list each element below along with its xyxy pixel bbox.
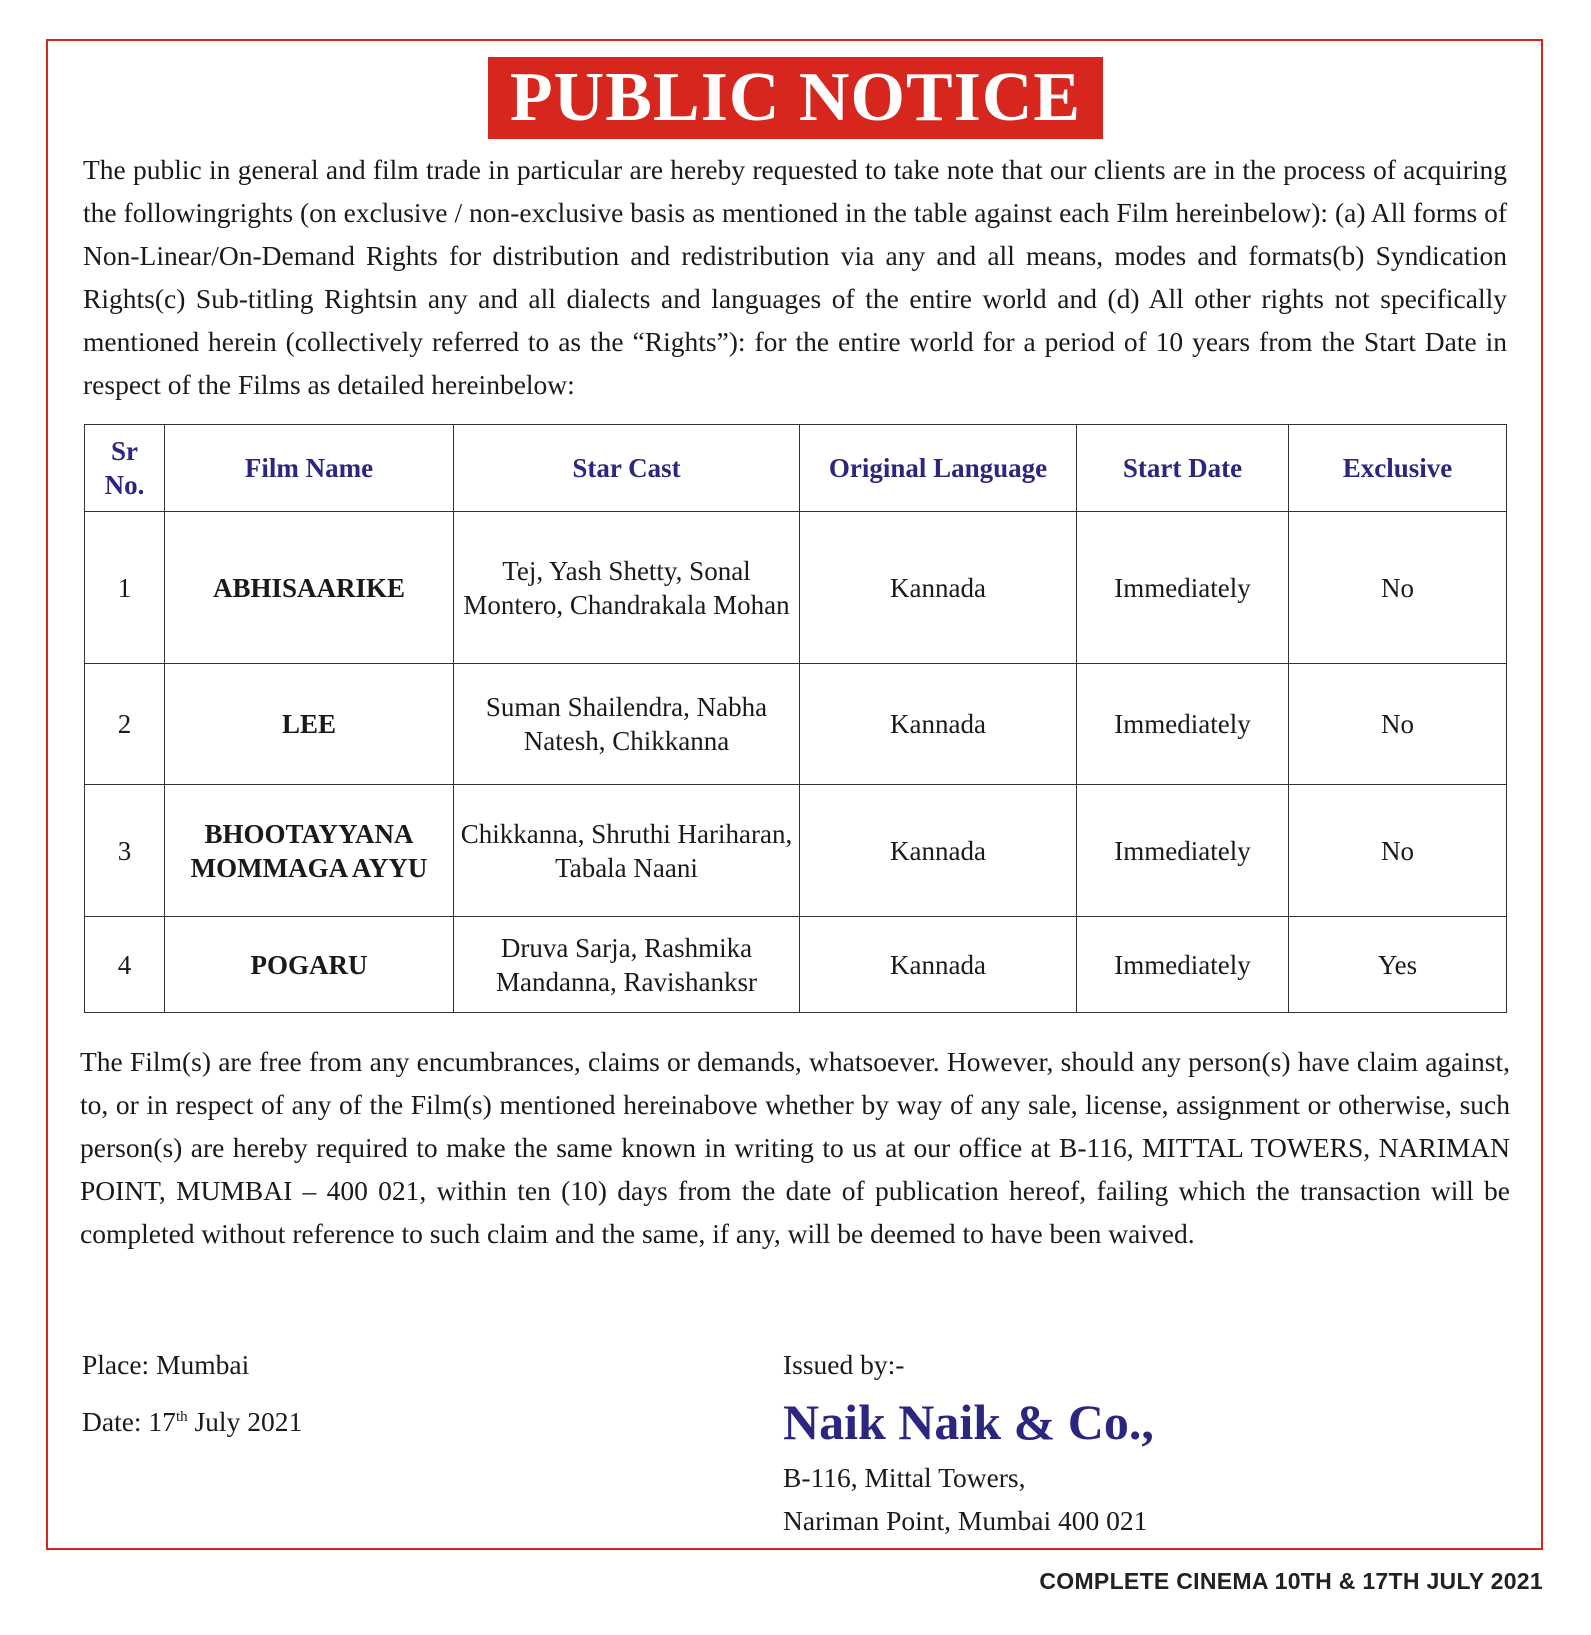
cell-film-name: LEE [165,664,454,785]
cell-film-name: BHOOTAYYANA MOMMAGA AYYU [165,785,454,917]
header-start-date: Start Date [1077,425,1289,512]
cell-language: Kannada [800,917,1077,1013]
cell-film-name: ABHISAARIKE [165,512,454,664]
date-suffix: July 2021 [187,1406,303,1437]
header-exclusive: Exclusive [1289,425,1507,512]
cell-sr: 3 [85,785,165,917]
table-row [85,785,1507,917]
cell-language: Kannada [800,512,1077,664]
publication-footer: COMPLETE CINEMA 10TH & 17TH JULY 2021 [1039,1568,1543,1594]
cell-exclusive: No [1289,785,1507,917]
films-table [84,424,1507,1013]
table-row [85,512,1507,664]
cell-exclusive: No [1289,664,1507,785]
cell-star-cast: Tej, Yash Shetty, Sonal Montero, Chandrakala Mohan [454,512,800,664]
cell-exclusive: Yes [1289,917,1507,1013]
header-star-cast: Star Cast [454,425,800,512]
header-sr-no: Sr No. [85,425,165,512]
header-film-name: Film Name [165,425,454,512]
cell-sr: 1 [85,512,165,664]
intro-paragraph: The public in general and film trade in particular are hereby requested to take note that our clients are in the process of acquiring the followingrights (on exclusive / non-exclusive basis as mentioned in the table against each Film hereinbelow): (a) All forms of Non-Linear/On-Demand Rights for distribution and redistribution via any and all means, modes and formats(b) Syndication Rights(c) Sub-titling Rightsin any and all dialects and languages of the entire world and (d) All other rights not specifically mentioned herein (collectively referred to as the “Rights”): for the entire world for a period of 10 years from the Start Date in respect of the Films as detailed hereinbelow: [83,154,1507,400]
cell-language: Kannada [800,664,1077,785]
table-header-row [85,425,1507,512]
header-original-language: Original Language [800,425,1077,512]
issued-by-label: Issued by:- [783,1349,905,1380]
date-ordinal: th [175,1408,188,1425]
notice-title: PUBLIC NOTICE [488,57,1103,139]
cell-start-date: Immediately [1077,664,1289,785]
table-row [85,664,1507,785]
place-line: Place: Mumbai [82,1349,250,1380]
cell-language: Kannada [800,785,1077,917]
table-row [85,917,1507,1013]
cell-start-date: Immediately [1077,917,1289,1013]
address-line-2: Nariman Point, Mumbai 400 021 [783,1505,1148,1536]
date-prefix: Date: 17 [82,1406,176,1437]
firm-name: Naik Naik & Co., [783,1394,1154,1450]
date-line [82,1405,302,1439]
cell-sr: 2 [85,664,165,785]
cell-start-date: Immediately [1077,512,1289,664]
cell-start-date: Immediately [1077,785,1289,917]
claims-paragraph: The Film(s) are free from any encumbrances, claims or demands, whatsoever. However, should any person(s) have claim against, to, or in respect of any of the Film(s) mentioned hereinabove whether by way of any sale, license, assignment or otherwise, such person(s) are hereby required to make the same known in writing to us at our office at B-116, MITTAL TOWERS, NARIMAN POINT, MUMBAI – 400 021, within ten (10) days from the date of publication hereof, failing which the transaction will be completed without reference to such claim and the same, if any, will be deemed to have been waived. [80,1046,1510,1249]
cell-star-cast: Suman Shailendra, Nabha Natesh, Chikkanna [454,664,800,785]
cell-film-name: POGARU [165,917,454,1013]
cell-sr: 4 [85,917,165,1013]
address-line-1: B-116, Mittal Towers, [783,1462,1026,1493]
cell-star-cast: Druva Sarja, Rashmika Mandanna, Ravishanksr [454,917,800,1013]
cell-exclusive: No [1289,512,1507,664]
cell-star-cast: Chikkanna, Shruthi Hariharan, Tabala Naani [454,785,800,917]
